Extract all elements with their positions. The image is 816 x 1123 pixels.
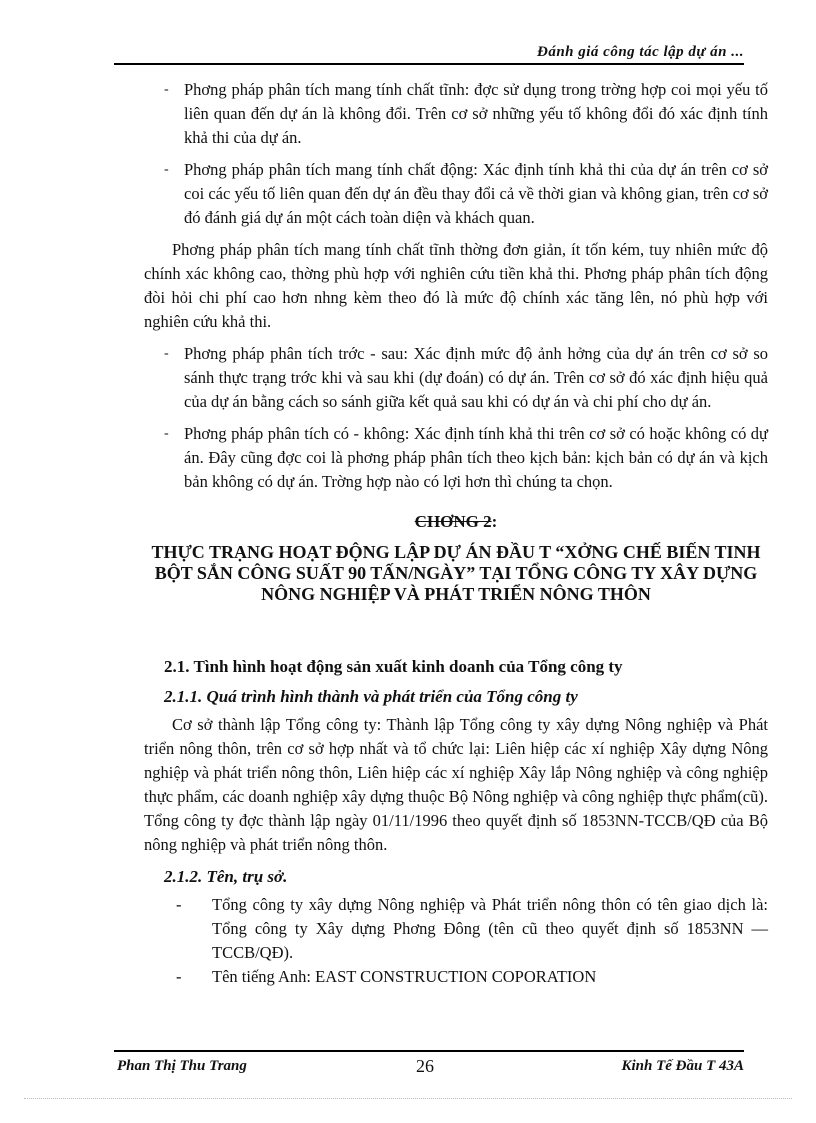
page-content <box>144 78 768 989</box>
list-item-text: Phơng pháp phân tích mang tính chất tĩnh: đợc sử dụng trong trờng hợp coi mọi yếu tố liên quan đến dự án là không đổi. Trên cơ sở những yếu tố không đổi đó xác định tính khả thi của dự án. <box>184 80 768 147</box>
header-rule <box>114 63 744 65</box>
list-item <box>144 893 768 965</box>
chapter-suffix: : <box>491 512 498 531</box>
subsection-heading: 2.1.2. Tên, trụ sở. <box>164 867 288 886</box>
chapter-heading <box>144 510 768 534</box>
section-heading: 2.1. Tình hình hoạt động sản xuất kinh doanh của Tổng công ty <box>164 657 623 676</box>
list-item-text: Tổng công ty xây dựng Nông nghiệp và Phát triển nông thôn có tên giao dịch là: Tổng công ty Xây dựng Phơng Đông (tên cũ theo quyết định số 1853NN — TCCB/QĐ). <box>212 895 768 962</box>
paragraph: Phơng pháp phân tích mang tính chất tĩnh thờng đơn giản, ít tốn kém, tuy nhiên mức độ chính xác không cao, thờng phù hợp với nghiên cứu tiền khả thi. Phơng pháp phân tích động đòi hỏi chi phí cao hơn nhng kèm theo đó là mức độ chính xác tăng lên, nó phù hợp với nghiên cứu khả thi. <box>144 240 768 331</box>
paragraph: Cơ sở thành lập Tổng công ty: Thành lập Tổng công ty xây dựng Nông nghiệp và Phát triển nông thôn, trên cơ sở hợp nhất và tổ chức lại: Liên hiệp các xí nghiệp Xây dựng Nông nghiệp và phát triển nông thôn, Liên hiệp các xí nghiệp Xây lắp Nông nghiệp và công nghiệp thực phẩm, các doanh nghiệp xây dựng thuộc Bộ Nông nghiệp và công nghiệp thực phẩm(cũ). Tổng công ty đợc thành lập ngày 01/11/1996 theo quyết định số 1853NN-TCCB/QĐ của Bộ nông nghiệp và phát triển nông thôn. <box>144 715 768 854</box>
list-item-text: Phơng pháp phân tích mang tính chất động: Xác định tính khả thi của dự án trên cơ sở coi các yếu tố liên quan đến dự án đều thay đổi cả về thời gian và không gian, trên cơ sở đó đánh giá dự án một cách toàn diện và khách quan. <box>184 160 768 227</box>
bullet-mark: - <box>164 346 169 361</box>
list-item-text: Phơng pháp phân tích có - không: Xác định tính khả thi trên cơ sở có hoặc không có dự án. Đây cũng đợc coi là phơng pháp phân tích theo kịch bản: kịch bản có dự án và kịch bản không có dự án. Trờng hợp nào có lợi hơn thì chúng ta chọn. <box>184 424 768 491</box>
chapter-title: THỰC TRẠNG HOẠT ĐỘNG LẬP DỰ ÁN ĐẦU T “XỞNG CHẾ BIẾN TINH BỘT SẮN CÔNG SUẤT 90 TẤN/NGÀY” TẠI TỔNG CÔNG TY XÂY DỰNG NÔNG NGHIỆP VÀ PHÁT TRIỂN NÔNG THÔN <box>151 542 761 604</box>
list-item-text: Tên tiếng Anh: EAST CONSTRUCTION COPORATION <box>212 967 597 986</box>
list-item <box>144 342 768 414</box>
running-header: Đánh giá công tác lập dự án ... <box>536 44 744 60</box>
footer-rule <box>114 1050 744 1052</box>
footer-class: Kinh Tế Đầu T 43A <box>621 1058 744 1074</box>
bullet-mark: - <box>164 82 169 97</box>
subsection-heading: 2.1.1. Quá trình hình thành và phát triển của Tổng công ty <box>164 687 578 706</box>
chapter-label: CHƠNG 2 <box>414 512 492 531</box>
page-number: 26 <box>416 1056 434 1076</box>
list-item <box>144 965 768 989</box>
bullet-mark: - <box>164 426 169 441</box>
list-item <box>144 78 768 150</box>
bullet-mark: - <box>176 895 182 914</box>
list-item <box>144 158 768 230</box>
bullet-mark: - <box>176 967 182 986</box>
list-item-text: Phơng pháp phân tích trớc - sau: Xác định mức độ ảnh hởng của dự án trên cơ sở so sánh thực trạng trớc khi và sau khi (dự đoán) có dự án. Trên cơ sở đó xác định hiệu quả của dự án bằng cách so sánh giữa kết quả sau khi có dự án và chi phí cho dự án. <box>184 344 768 411</box>
list-item <box>144 422 768 494</box>
bullet-mark: - <box>164 162 169 177</box>
page-edge-divider <box>24 1098 792 1099</box>
footer-author: Phan Thị Thu Trang <box>117 1058 247 1074</box>
